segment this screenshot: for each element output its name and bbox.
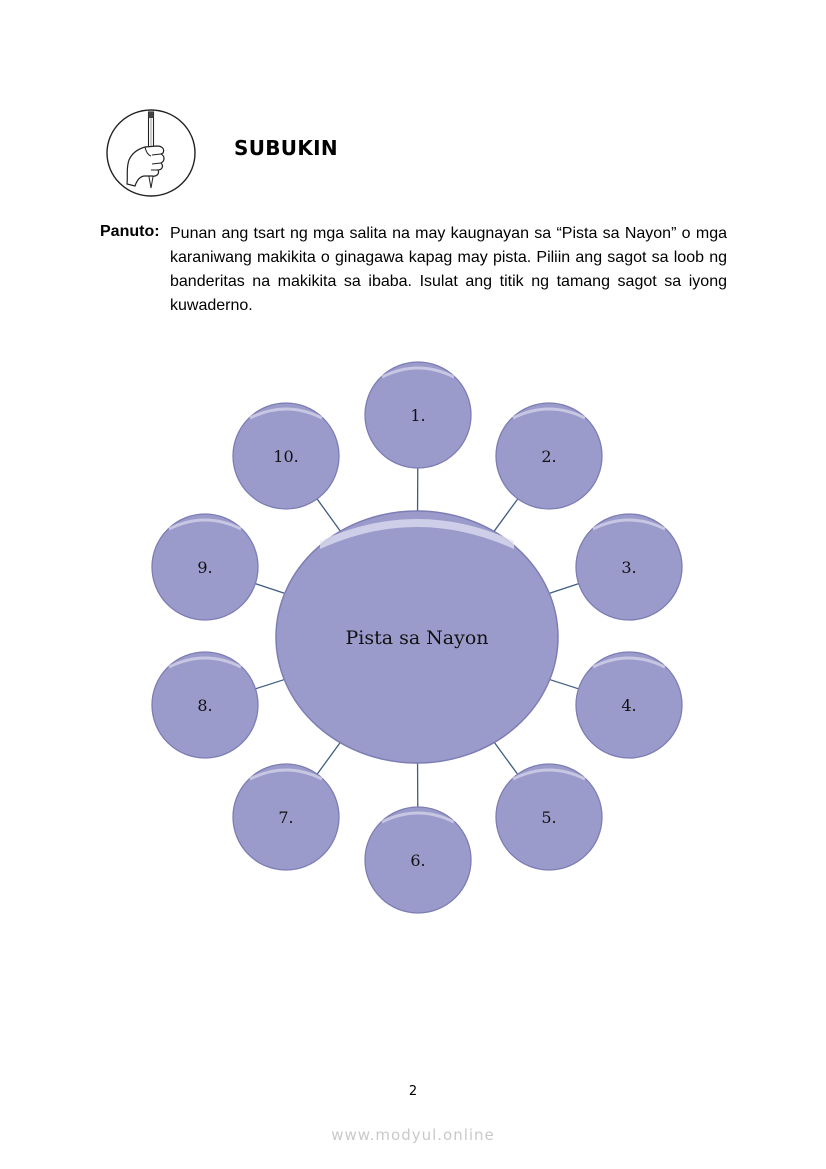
node-label-3: 3. <box>621 558 637 577</box>
node-circle-3 <box>576 514 682 620</box>
node-circle-2 <box>496 403 602 509</box>
node-circle-8 <box>152 652 258 758</box>
node-circle-4 <box>576 652 682 758</box>
connector-line <box>317 743 340 775</box>
center-circle <box>276 511 558 763</box>
node-label-2: 2. <box>541 447 557 466</box>
node-label-5: 5. <box>541 808 557 827</box>
node-circle-9 <box>152 514 258 620</box>
node-label-6: 6. <box>410 851 426 870</box>
node-circle-7 <box>233 764 339 870</box>
section-title: SUBUKIN <box>234 136 338 160</box>
page-number: 2 <box>408 1084 418 1099</box>
node-label-10: 10. <box>273 447 299 466</box>
node-label-9: 9. <box>197 558 213 577</box>
node-circle-5 <box>496 764 602 870</box>
hand-holding-pencil-icon <box>105 108 197 198</box>
node-label-4: 4. <box>621 696 637 715</box>
connector-line <box>494 742 517 774</box>
node-circle-6 <box>365 807 471 913</box>
connector-line <box>255 584 284 594</box>
instructions-label: Panuto: <box>100 223 160 240</box>
center-label: Pista sa Nayon <box>345 627 489 649</box>
connector-line <box>317 499 340 531</box>
connector-line <box>549 584 578 594</box>
node-label-8: 8. <box>197 696 213 715</box>
connector-line <box>550 680 579 689</box>
connector-line <box>494 499 518 532</box>
node-circle-1 <box>365 362 471 468</box>
node-circle-10 <box>233 403 339 509</box>
connector-line <box>255 680 284 689</box>
instructions-text: Punan ang tsart ng mga salita na may kaugnayan sa “Pista sa Nayon” o mga karaniwang makikita o ginagawa kapag may pista. Piliin ang sagot sa loob ng banderitas na makikita sa ibaba. Isulat ang titik ng tamang sagot sa iyong kuwaderno. <box>170 225 727 314</box>
concept-map <box>140 355 700 925</box>
node-label-7: 7. <box>278 808 294 827</box>
node-label-1: 1. <box>410 406 426 425</box>
watermark: www.modyul.online <box>331 1126 495 1144</box>
